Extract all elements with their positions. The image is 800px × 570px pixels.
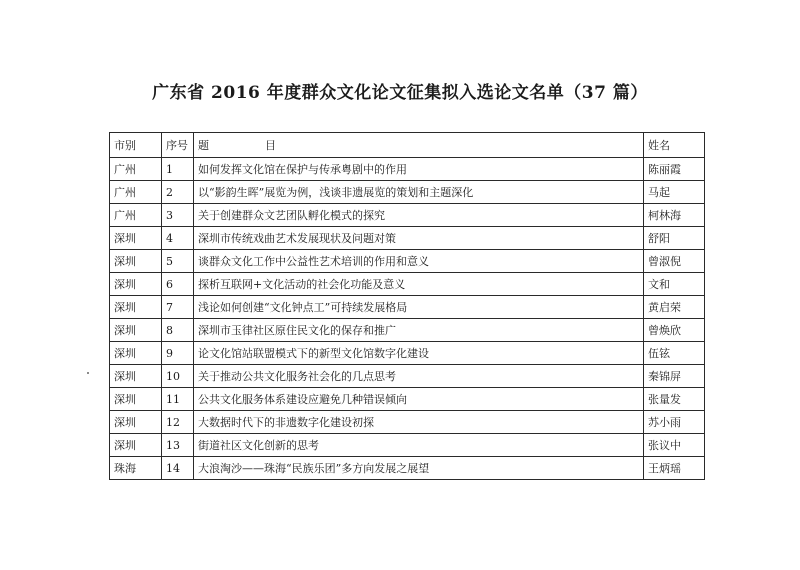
row-paper-title: 大浪淘沙——珠海“民族乐团”多方向发展之展望 (194, 457, 644, 480)
row-city: 深圳 (110, 365, 162, 388)
table-row (110, 250, 705, 273)
table-row (110, 319, 705, 342)
table-header-row (110, 133, 705, 158)
row-paper-title: 深圳市玉律社区原住民文化的保存和推广 (194, 319, 644, 342)
table-row (110, 457, 705, 480)
row-number: 11 (162, 388, 194, 411)
row-author-name: 文和 (644, 273, 705, 296)
table-row (110, 434, 705, 457)
table-row (110, 411, 705, 434)
row-author-name: 曾焕欣 (644, 319, 705, 342)
row-city: 深圳 (110, 319, 162, 342)
row-city: 深圳 (110, 388, 162, 411)
table-row (110, 273, 705, 296)
row-paper-title: 关于创建群众文艺团队孵化模式的探究 (194, 204, 644, 227)
row-paper-title: 大数据时代下的非遗数字化建设初探 (194, 411, 644, 434)
row-number: 14 (162, 457, 194, 480)
row-city: 深圳 (110, 296, 162, 319)
row-paper-title: 探析互联网+文化活动的社会化功能及意义 (194, 273, 644, 296)
table-row (110, 181, 705, 204)
row-city: 深圳 (110, 227, 162, 250)
table-row (110, 388, 705, 411)
row-number: 9 (162, 342, 194, 365)
row-author-name: 黄启荣 (644, 296, 705, 319)
row-paper-title: 如何发挥文化馆在保护与传承粤剧中的作用 (194, 158, 644, 181)
row-city: 深圳 (110, 434, 162, 457)
row-paper-title: 论文化馆站联盟模式下的新型文化馆数字化建设 (194, 342, 644, 365)
table-row (110, 296, 705, 319)
header-topic-part-2: 目 (265, 139, 276, 152)
header-topic-part-1: 题 (198, 139, 209, 152)
paper-list-table (109, 132, 705, 480)
row-city: 深圳 (110, 250, 162, 273)
row-author-name: 舒阳 (644, 227, 705, 250)
row-author-name: 苏小雨 (644, 411, 705, 434)
row-author-name: 张量发 (644, 388, 705, 411)
row-author-name: 陈丽霞 (644, 158, 705, 181)
header-number: 序号 (162, 133, 194, 158)
header-city: 市别 (110, 133, 162, 158)
table-row (110, 365, 705, 388)
row-paper-title: 谈群众文化工作中公益性艺术培训的作用和意义 (194, 250, 644, 273)
row-paper-title: 公共文化服务体系建设应避免几种错误倾向 (194, 388, 644, 411)
row-number: 5 (162, 250, 194, 273)
row-number: 1 (162, 158, 194, 181)
row-number: 13 (162, 434, 194, 457)
scan-speck (87, 372, 89, 374)
table-row (110, 227, 705, 250)
row-city: 深圳 (110, 411, 162, 434)
row-city: 广州 (110, 181, 162, 204)
row-number: 8 (162, 319, 194, 342)
table-row (110, 342, 705, 365)
row-paper-title: 街道社区文化创新的思考 (194, 434, 644, 457)
row-paper-title: 深圳市传统戏曲艺术发展现状及问题对策 (194, 227, 644, 250)
row-number: 4 (162, 227, 194, 250)
row-number: 2 (162, 181, 194, 204)
row-author-name: 秦锦屏 (644, 365, 705, 388)
row-author-name: 伍铉 (644, 342, 705, 365)
row-number: 7 (162, 296, 194, 319)
row-author-name: 王炳瑶 (644, 457, 705, 480)
row-city: 珠海 (110, 457, 162, 480)
row-city: 广州 (110, 204, 162, 227)
row-author-name: 马起 (644, 181, 705, 204)
row-author-name: 曾淑倪 (644, 250, 705, 273)
table-row (110, 158, 705, 181)
row-number: 3 (162, 204, 194, 227)
row-paper-title: 浅论如何创建“文化钟点工”可持续发展格局 (194, 296, 644, 319)
row-number: 12 (162, 411, 194, 434)
row-number: 10 (162, 365, 194, 388)
row-paper-title: 以“影韵生晖”展览为例，浅谈非遗展览的策划和主题深化 (194, 181, 644, 204)
header-name: 姓名 (644, 133, 705, 158)
row-author-name: 柯林海 (644, 204, 705, 227)
document-title: 广东省 2016 年度群众文化论文征集拟入选论文名单（37 篇） (152, 83, 648, 103)
row-author-name: 张议中 (644, 434, 705, 457)
table-row (110, 204, 705, 227)
header-topic (194, 133, 644, 158)
row-number: 6 (162, 273, 194, 296)
row-city: 广州 (110, 158, 162, 181)
row-paper-title: 关于推动公共文化服务社会化的几点思考 (194, 365, 644, 388)
row-city: 深圳 (110, 342, 162, 365)
row-city: 深圳 (110, 273, 162, 296)
